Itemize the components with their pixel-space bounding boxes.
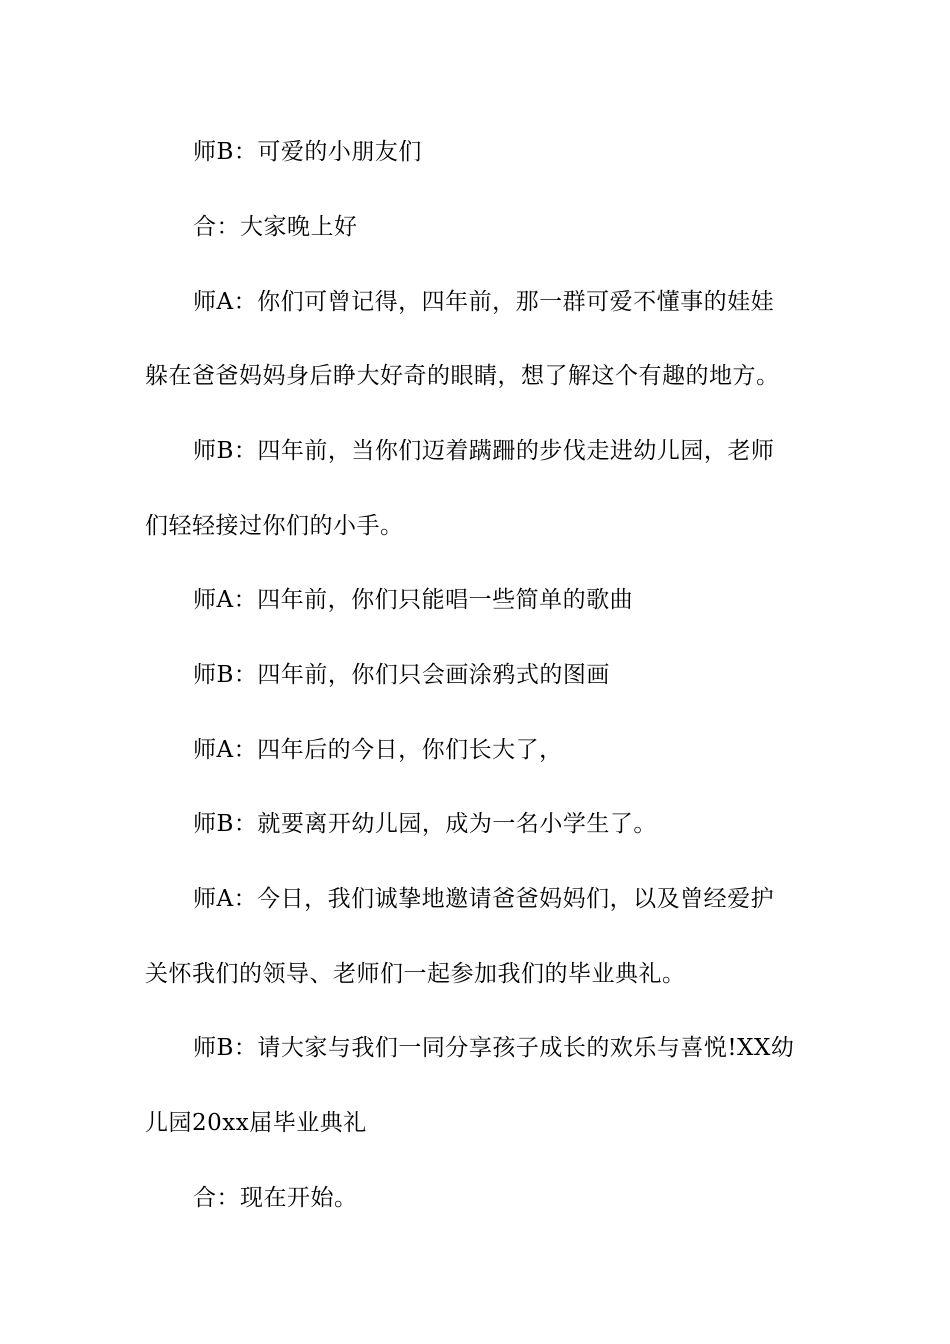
script-line: 师A：你们可曾记得，四年前，那一群可爱不懂事的娃娃 — [193, 289, 775, 315]
script-line-continuation: 们轻轻接过你们的小手。 — [145, 513, 404, 539]
script-line-continuation: 儿园20xx届毕业典礼 — [145, 1110, 367, 1136]
script-line: 师B：可爱的小朋友们 — [193, 139, 422, 165]
script-line-continuation: 关怀我们的领导、老师们一起参加我们的毕业典礼。 — [145, 961, 686, 987]
script-line-continuation: 躲在爸爸妈妈身后睁大好奇的眼睛，想了解这个有趣的地方。 — [145, 363, 780, 389]
script-line: 师B：请大家与我们一同分享孩子成长的欢乐与喜悦!XX幼 — [193, 1035, 795, 1061]
script-line: 师B：四年前，你们只会画涂鸦式的图画 — [193, 662, 610, 688]
script-line: 师A：四年前，你们只能唱一些简单的歌曲 — [193, 587, 634, 613]
script-line: 合：现在开始。 — [193, 1185, 358, 1211]
script-line: 师A：四年后的今日，你们长大了， — [193, 737, 563, 763]
script-line: 师B：就要离开幼儿园，成为一名小学生了。 — [193, 811, 657, 837]
script-line: 师A：今日，我们诚挚地邀请爸爸妈妈们，以及曾经爱护 — [193, 886, 775, 912]
script-line: 师B：四年前，当你们迈着蹒跚的步伐走进幼儿园，老师 — [193, 438, 775, 464]
script-line: 合：大家晚上好 — [193, 214, 358, 240]
